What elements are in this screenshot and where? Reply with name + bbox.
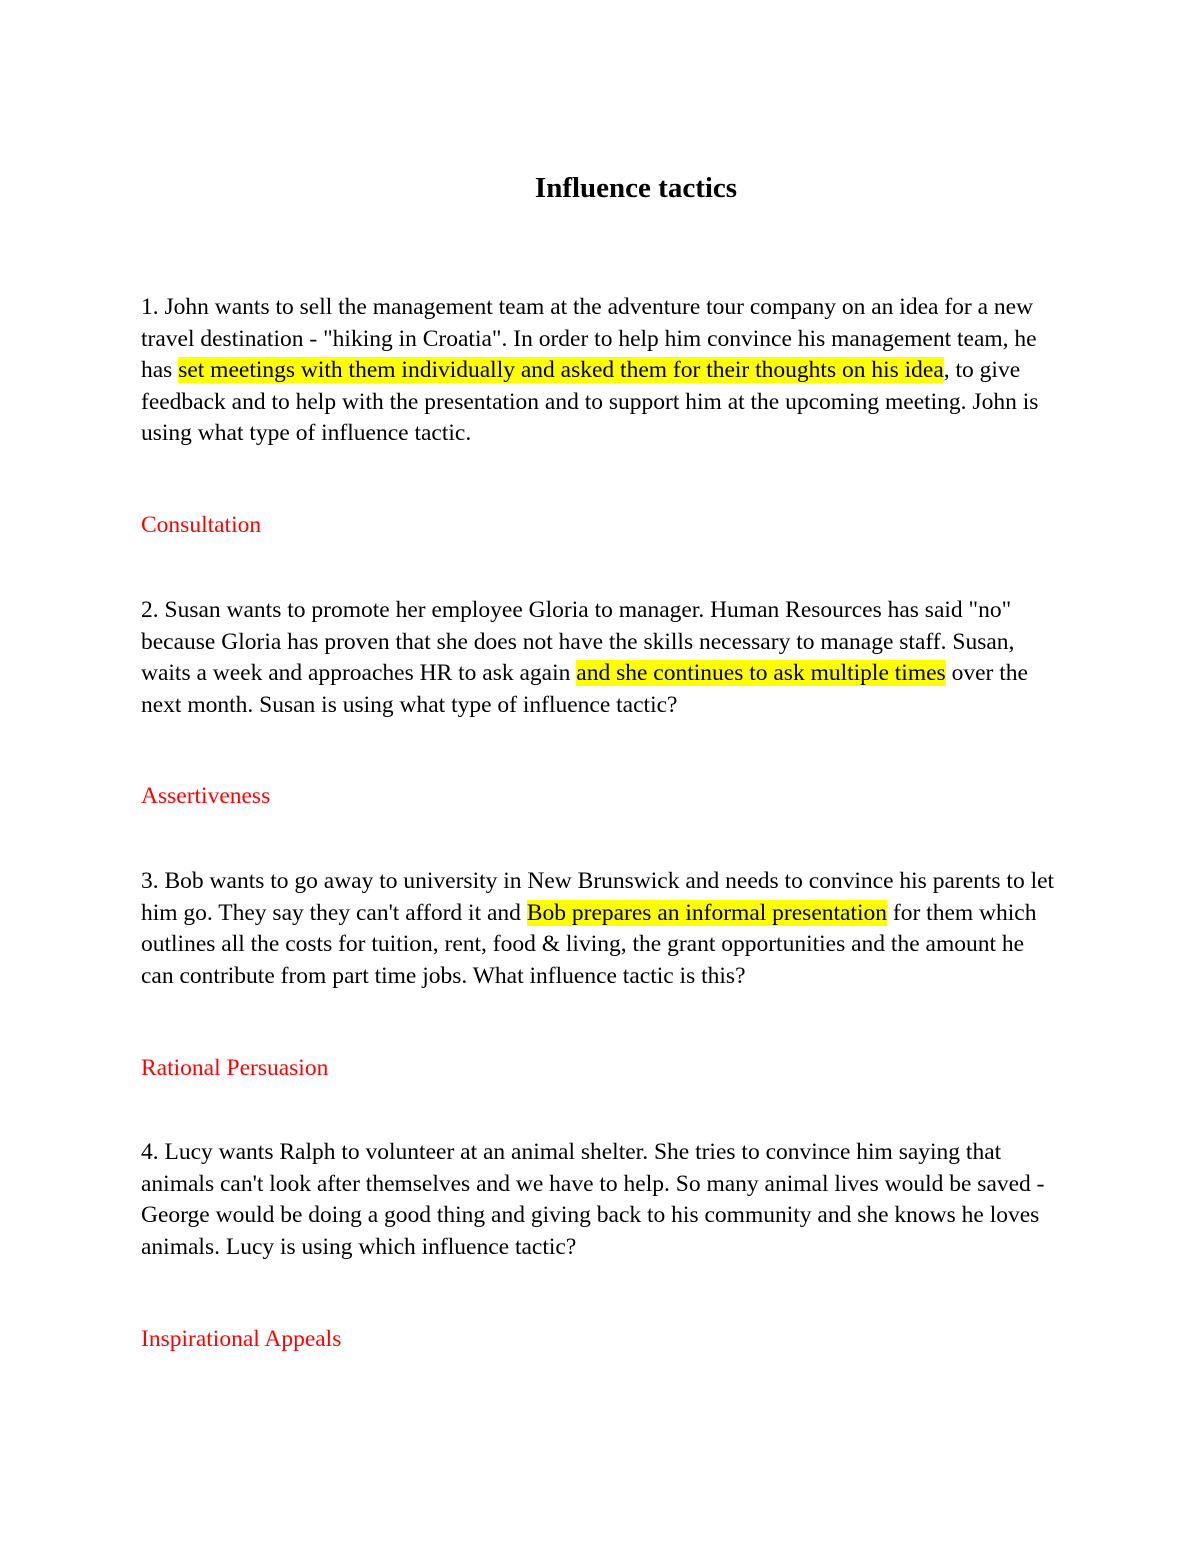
question-1-highlight: set meetings with them individually and asked them for their thoughts on his idea <box>178 357 944 384</box>
question-1 <box>141 292 1061 450</box>
question-2-highlight: and she continues to ask multiple times <box>576 660 946 687</box>
answer-2: Assertiveness <box>141 783 271 809</box>
question-3-text-end: for them which outlines all the costs for tuition, rent, food & living, the grant opportunities and the amount he can contribute from part time jobs. What influence tactic is this? <box>141 899 1037 989</box>
question-4-text: 4. Lucy wants Ralph to volunteer at an animal shelter. She tries to convince him saying that animals can't look after themselves and we have to help. So many animal lives would be saved - George would be doing a good thing and giving back to his community and she knows he loves animals. Lucy is using which influence tactic? <box>141 1139 1045 1260</box>
answer-3: Rational Persuasion <box>141 1055 329 1081</box>
answer-4: Inspirational Appeals <box>141 1326 342 1352</box>
question-2 <box>141 595 1061 721</box>
question-2-text: 2. Susan wants to promote her employee Gloria to manager. Human Resources has said "no" because Gloria has proven that she does not have the skills necessary to manage staff. Susan, waits a week and approaches HR to ask again <box>141 597 1015 687</box>
question-1-text: 1. John wants to sell the management team at the adventure tour company on an idea for a new travel destination - "hiking in Croatia". In order to help him convince his management team, he has <box>141 294 1037 384</box>
question-1-text-end: , to give feedback and to help with the presentation and to support him at the upcoming meeting. John is using what type of influence tactic. <box>141 357 1039 447</box>
question-3-text: 3. Bob wants to go away to university in New Brunswick and needs to convince his parents to let him go. They say they can't afford it and <box>141 868 1055 926</box>
answer-1: Consultation <box>141 512 262 538</box>
question-3 <box>141 866 1061 992</box>
question-4 <box>141 1137 1061 1263</box>
question-3-highlight: Bob prepares an informal presentation <box>526 899 888 926</box>
page-title: Influence tactics <box>534 172 738 204</box>
question-2-text-end: over the next month. Susan is using what type of influence tactic? <box>141 660 1028 718</box>
